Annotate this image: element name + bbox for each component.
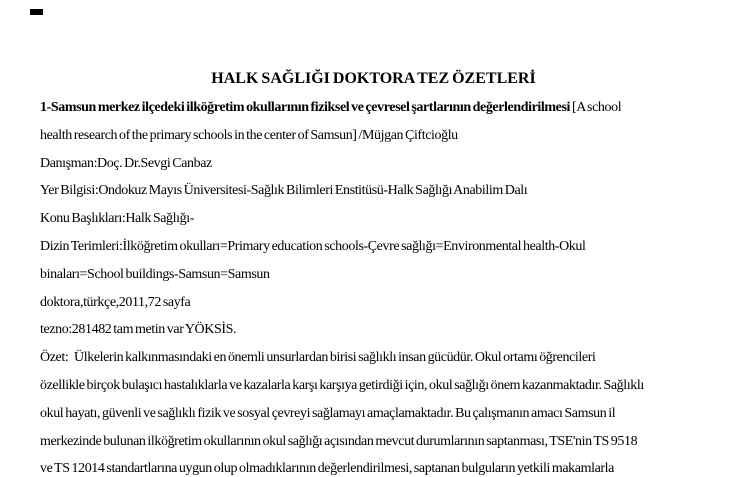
text-line: merkezinde bulunan ilköğretim okullarının okul sağlığı açısından mevcut durumlarının saptanması, TSE'nin TS 9518 [40,433,638,449]
text-line-abstract: Özet: Ülkelerin kalkınmasındaki en önemli unsurlardan birisi sağlıklı insan gücüdür. Okul ortamı öğrencileri [40,350,596,366]
thesis-title-line [40,94,730,122]
page-title: HALK SAĞLIĞI DOKTORA TEZ ÖZETLERİ [211,70,536,87]
text-line: okul hayatı, güvenli ve sağlıklı fizik ve sosyal çevreyi sağlamayı amaçlamaktadır. Bu çalışmanın amacı Samsun il [40,405,616,421]
thesis-title-english: [A school [571,100,622,115]
text-line-institution: Yer Bilgisi:Ondokuz Mayıs Üniversitesi-Sağlık Bilimleri Enstitüsü-Halk Sağlığı Anabilim Dalı [40,183,528,199]
text-line-index-terms: Dizin Terimleri:İlköğretim okulları=Primary education schools-Çevre sağlığı=Environmental health-Okul [40,238,586,254]
text-line-advisor: Danışman:Doç. Dr.Sevgi Canbaz [40,155,212,171]
text-line-subject-headings: Konu Başlıkları:Halk Sağlığı- [40,211,194,227]
text-line: health research of the primary schools in the center of Samsun] /Müjgan Çiftcioğlu [40,127,458,143]
text-line: özellikle birçok bulaşıcı hastalıklarla ve kazalarla karşı karşıya getirdiği için, okul sağlığı önem kazanmaktadır. Sağlıklı [40,377,644,393]
text-line-thesis-info: doktora,türkçe,2011,72 sayfa [40,294,191,310]
document-body [40,94,730,477]
text-line: ve TS 12014 standartlarına uygun olup olmadıklarının değerlendirilmesi, saptanan bulguların yetkili makamlarla [40,461,614,477]
text-line-thesis-number: tezno:281482 tam metin var YÖKSİS. [40,322,237,338]
thesis-title-turkish: 1-Samsun merkez ilçedeki ilköğretim okullarının fiziksel ve çevresel şartlarının değerlendirilmesi [40,100,572,115]
text-line: binaları=School buildings-Samsun=Samsun [40,266,270,282]
scan-artifact-mark [30,9,43,15]
